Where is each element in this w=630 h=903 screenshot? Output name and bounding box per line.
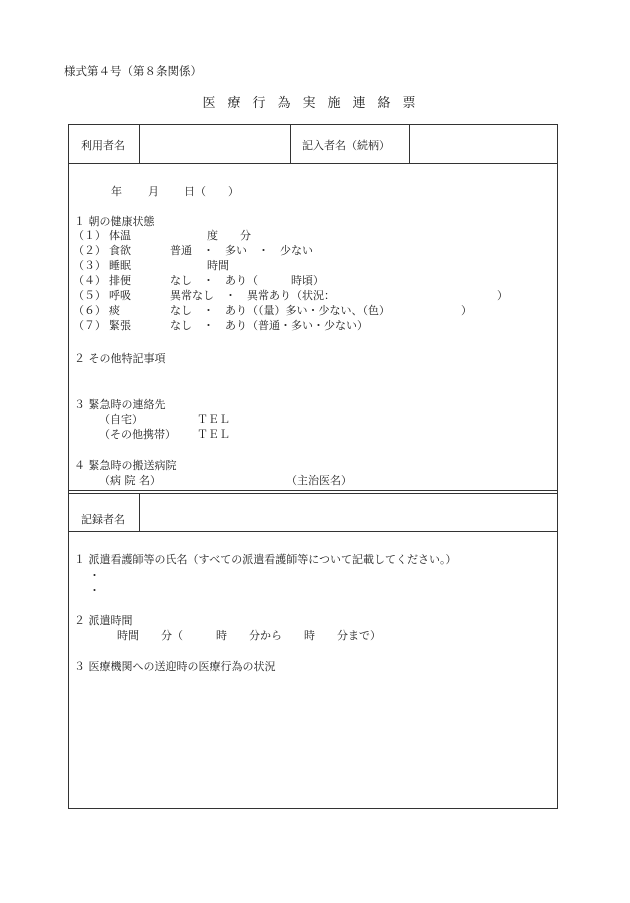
- header-vline-1: [139, 125, 140, 163]
- mobile-tel-label: ＴＥＬ: [197, 428, 230, 441]
- recorder-divider: [69, 531, 557, 532]
- hospital-name-label: （病 院 名）: [99, 474, 161, 487]
- home-label: （自宅）: [99, 413, 143, 426]
- user-name-field[interactable]: [141, 127, 288, 161]
- recorder-label: 記録者名: [81, 513, 125, 526]
- health-row-close: ）: [497, 289, 508, 302]
- health-row-value: なし ・ あり（ 時頃）: [170, 274, 324, 287]
- mobile-label: （その他携帯）: [99, 428, 176, 441]
- recorder-vline: [139, 493, 140, 531]
- health-row-num: （２）: [73, 244, 106, 257]
- health-row-num: （４）: [73, 274, 106, 287]
- dispatch-nurse-heading: １ 派遣看護師等の氏名（すべての派遣看護師等について記載してください。）: [74, 553, 457, 566]
- health-row-num: （６）: [73, 304, 106, 317]
- health-row-label: 睡眠: [109, 259, 131, 272]
- date-month: 月: [148, 185, 159, 198]
- date-year: 年: [111, 185, 122, 198]
- morning-health-heading: １ 朝の健康状態: [74, 215, 155, 228]
- health-row-label: 体温: [109, 229, 131, 242]
- emergency-contact-heading: ３ 緊急時の連絡先: [74, 398, 166, 411]
- attending-doctor-label: （主治医名）: [286, 474, 352, 487]
- home-tel-label: ＴＥＬ: [197, 413, 230, 426]
- recorder-relation-label: 記入者名（続柄）: [302, 139, 390, 152]
- health-row-label: 痰: [109, 304, 120, 317]
- health-row-label: 食欲: [109, 244, 131, 257]
- form-number: 様式第４号（第８条関係）: [64, 64, 202, 78]
- health-row-value: 普通 ・ 多い ・ 少ない: [170, 244, 313, 257]
- header-divider: [69, 163, 557, 164]
- dispatch-time-heading: ２ 派遣時間: [74, 614, 133, 627]
- dispatch-time-line: 時間 分（ 時 分から 時 分まで）: [117, 629, 381, 642]
- section-divider-top: [69, 490, 557, 491]
- health-row-num: （７）: [73, 319, 106, 332]
- health-row-value: 時間: [207, 259, 229, 272]
- health-row-value: なし ・ あり（普通・多い・少ない）: [170, 319, 368, 332]
- dispatch-nurse-bullet: ・: [89, 569, 100, 582]
- health-row-value: なし ・ あり（（量）多い・少ない、（色）: [170, 304, 390, 317]
- date-day: 日（ ）: [184, 185, 239, 198]
- user-name-label: 利用者名: [81, 139, 125, 152]
- health-row-close: ）: [461, 304, 472, 317]
- transport-heading: ３ 医療機関への送迎時の医療行為の状況: [74, 660, 276, 673]
- health-row-num: （５）: [73, 289, 106, 302]
- emergency-hospital-heading: ４ 緊急時の搬送病院: [74, 459, 177, 472]
- health-row-num: （３）: [73, 259, 106, 272]
- health-row-label: 呼吸: [109, 289, 131, 302]
- health-row-value: 異常なし ・ 異常あり（状況：: [170, 289, 335, 302]
- section-divider-bottom: [69, 493, 557, 494]
- recorder-relation-field[interactable]: [411, 127, 555, 161]
- header-vline-2: [290, 125, 291, 163]
- form-title: 医療行為実施連絡票: [202, 96, 428, 111]
- health-row-num: （１）: [73, 229, 106, 242]
- dispatch-nurse-bullet: ・: [89, 584, 100, 597]
- form-frame: [68, 124, 558, 809]
- recorder-field[interactable]: [141, 495, 555, 529]
- other-notes-heading: ２ その他特記事項: [74, 352, 166, 365]
- health-row-value: 度 分: [207, 229, 251, 242]
- health-row-label: 排便: [109, 274, 131, 287]
- health-row-label: 緊張: [109, 319, 131, 332]
- header-vline-3: [409, 125, 410, 163]
